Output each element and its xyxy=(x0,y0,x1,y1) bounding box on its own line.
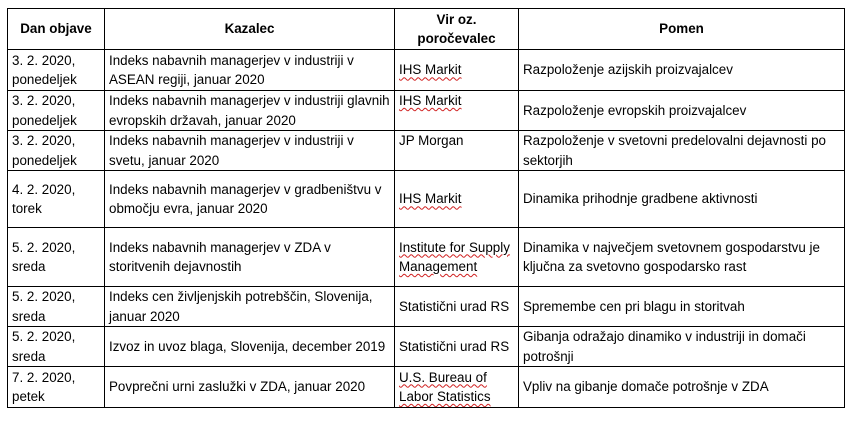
cell-indicator: Povprečni urni zaslužki v ZDA, januar 2020 xyxy=(105,367,395,408)
cell-date: 3. 2. 2020, ponedeljek xyxy=(8,131,105,171)
cell-date: 3. 2. 2020, ponedeljek xyxy=(8,50,105,91)
cell-meaning: Dinamika prihodnje gradbene aktivnosti xyxy=(519,171,845,228)
cell-source: JP Morgan xyxy=(395,131,519,171)
table-row xyxy=(8,327,845,367)
cell-indicator: Indeks nabavnih managerjev v industriji glavnih evropskih državah, januar 2020 xyxy=(105,91,395,131)
cell-source: Statistični urad RS xyxy=(395,287,519,327)
cell-indicator: Indeks cen življenjskih potrebščin, Slovenija, januar 2020 xyxy=(105,287,395,327)
cell-meaning: Dinamika v največjem svetovnem gospodarstvu je ključna za svetovno gospodarsko rast xyxy=(519,228,845,287)
header-indicator: Kazalec xyxy=(105,9,395,50)
cell-meaning: Spremembe cen pri blagu in storitvah xyxy=(519,287,845,327)
header-row xyxy=(8,9,845,50)
cell-source xyxy=(395,50,519,91)
cell-date: 7. 2. 2020, petek xyxy=(8,367,105,408)
cell-indicator: Indeks nabavnih managerjev v industriji v svetu, januar 2020 xyxy=(105,131,395,171)
cell-date: 3. 2. 2020, ponedeljek xyxy=(8,91,105,131)
table-row xyxy=(8,367,845,408)
cell-indicator: Indeks nabavnih managerjev v industriji v ASEAN regiji, januar 2020 xyxy=(105,50,395,91)
cell-source xyxy=(395,171,519,228)
source-text: U.S. Bureau of Labor Statistics xyxy=(399,369,491,404)
cell-date: 4. 2. 2020, torek xyxy=(8,171,105,228)
source-text: IHS Markit xyxy=(399,62,462,78)
table-row xyxy=(8,91,845,131)
header-date: Dan objave xyxy=(8,9,105,50)
cell-date: 5. 2. 2020, sreda xyxy=(8,287,105,327)
cell-date: 5. 2. 2020, sreda xyxy=(8,327,105,367)
header-meaning: Pomen xyxy=(519,9,845,50)
cell-meaning: Gibanja odražajo dinamiko v industriji in domači potrošnji xyxy=(519,327,845,367)
cell-date: 5. 2. 2020, sreda xyxy=(8,228,105,287)
cell-meaning: Vpliv na gibanje domače potrošnje v ZDA xyxy=(519,367,845,408)
cell-meaning: Razpoloženje v svetovni predelovalni dejavnosti po sektorjih xyxy=(519,131,845,171)
table-row xyxy=(8,171,845,228)
table-row xyxy=(8,50,845,91)
cell-source: Statistični urad RS xyxy=(395,327,519,367)
cell-indicator: Indeks nabavnih managerjev v gradbeništvu v območju evra, januar 2020 xyxy=(105,171,395,228)
cell-indicator: Indeks nabavnih managerjev v ZDA v storitvenih dejavnostih xyxy=(105,228,395,287)
cell-meaning: Razpoloženje azijskih proizvajalcev xyxy=(519,50,845,91)
cell-meaning: Razpoloženje evropskih proizvajalcev xyxy=(519,91,845,131)
cell-indicator: Izvoz in uvoz blaga, Slovenija, december 2019 xyxy=(105,327,395,367)
source-text: IHS Markit xyxy=(399,93,462,108)
cell-source xyxy=(395,367,519,408)
economic-calendar-table xyxy=(7,8,845,408)
source-text: IHS Markit xyxy=(399,191,462,207)
table-row xyxy=(8,287,845,327)
table-row xyxy=(8,228,845,287)
header-source: Vir oz. poročevalec xyxy=(395,9,519,50)
source-text: Institute for Supply Management xyxy=(399,239,510,274)
table-row xyxy=(8,131,845,171)
cell-source xyxy=(395,91,519,131)
cell-source xyxy=(395,228,519,287)
